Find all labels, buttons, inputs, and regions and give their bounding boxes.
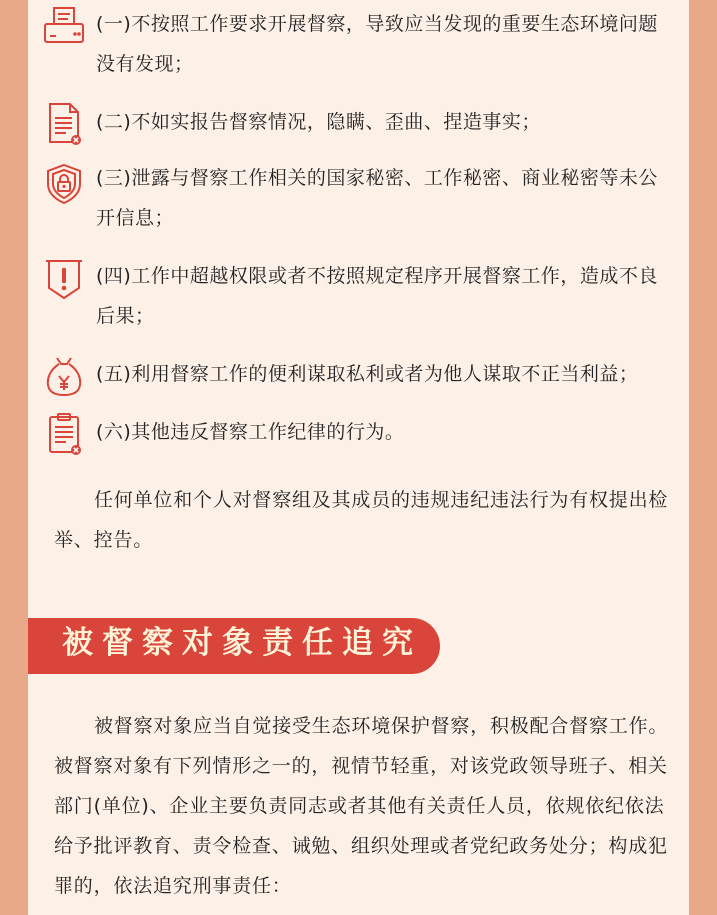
list-item-text: (四)工作中超越权限或者不按照规定程序开展督察工作，造成不良后果； — [96, 265, 658, 327]
money-bag-icon — [42, 354, 86, 398]
list-item-text: (五)利用督察工作的便利谋取私利或者为他人谋取不正当利益； — [96, 363, 639, 385]
section-banner — [28, 612, 443, 674]
document-error-icon — [42, 102, 86, 146]
warning-exclamation-icon — [42, 258, 86, 302]
document-page — [28, 0, 689, 915]
section-paragraph: 被督察对象应当自觉接受生态环境保护督察，积极配合督察工作。被督察对象有下列情形之一的，视情节轻重，对该党政领导班子、相关部门(单位)、企业主要负责同志或者其他有关责任人员，依规依纪依法给予批评教育、责令检查、诫勉、组织处理或者党纪政务处分；构成犯罪的，依法追究刑事责任： — [54, 715, 669, 897]
section-title: 被督察对象责任追究 — [62, 625, 422, 661]
list-item-text: (六)其他违反督察工作纪律的行为。 — [96, 421, 405, 443]
clipboard-error-icon — [42, 412, 86, 456]
list-item-text: (三)泄露与督察工作相关的国家秘密、工作秘密、商业秘密等未公开信息； — [96, 167, 658, 229]
security-shield-lock-icon — [42, 162, 86, 206]
report-paragraph: 任何单位和个人对督察组及其成员的违规违纪违法行为有权提出检举、控告。 — [54, 489, 669, 551]
printer-document-icon — [42, 4, 86, 48]
list-item-text: (一)不按照工作要求开展督察，导致应当发现的重要生态环境问题没有发现； — [96, 13, 658, 75]
list-item-text: (二)不如实报告督察情况，隐瞒、歪曲、捏造事实； — [96, 111, 541, 133]
